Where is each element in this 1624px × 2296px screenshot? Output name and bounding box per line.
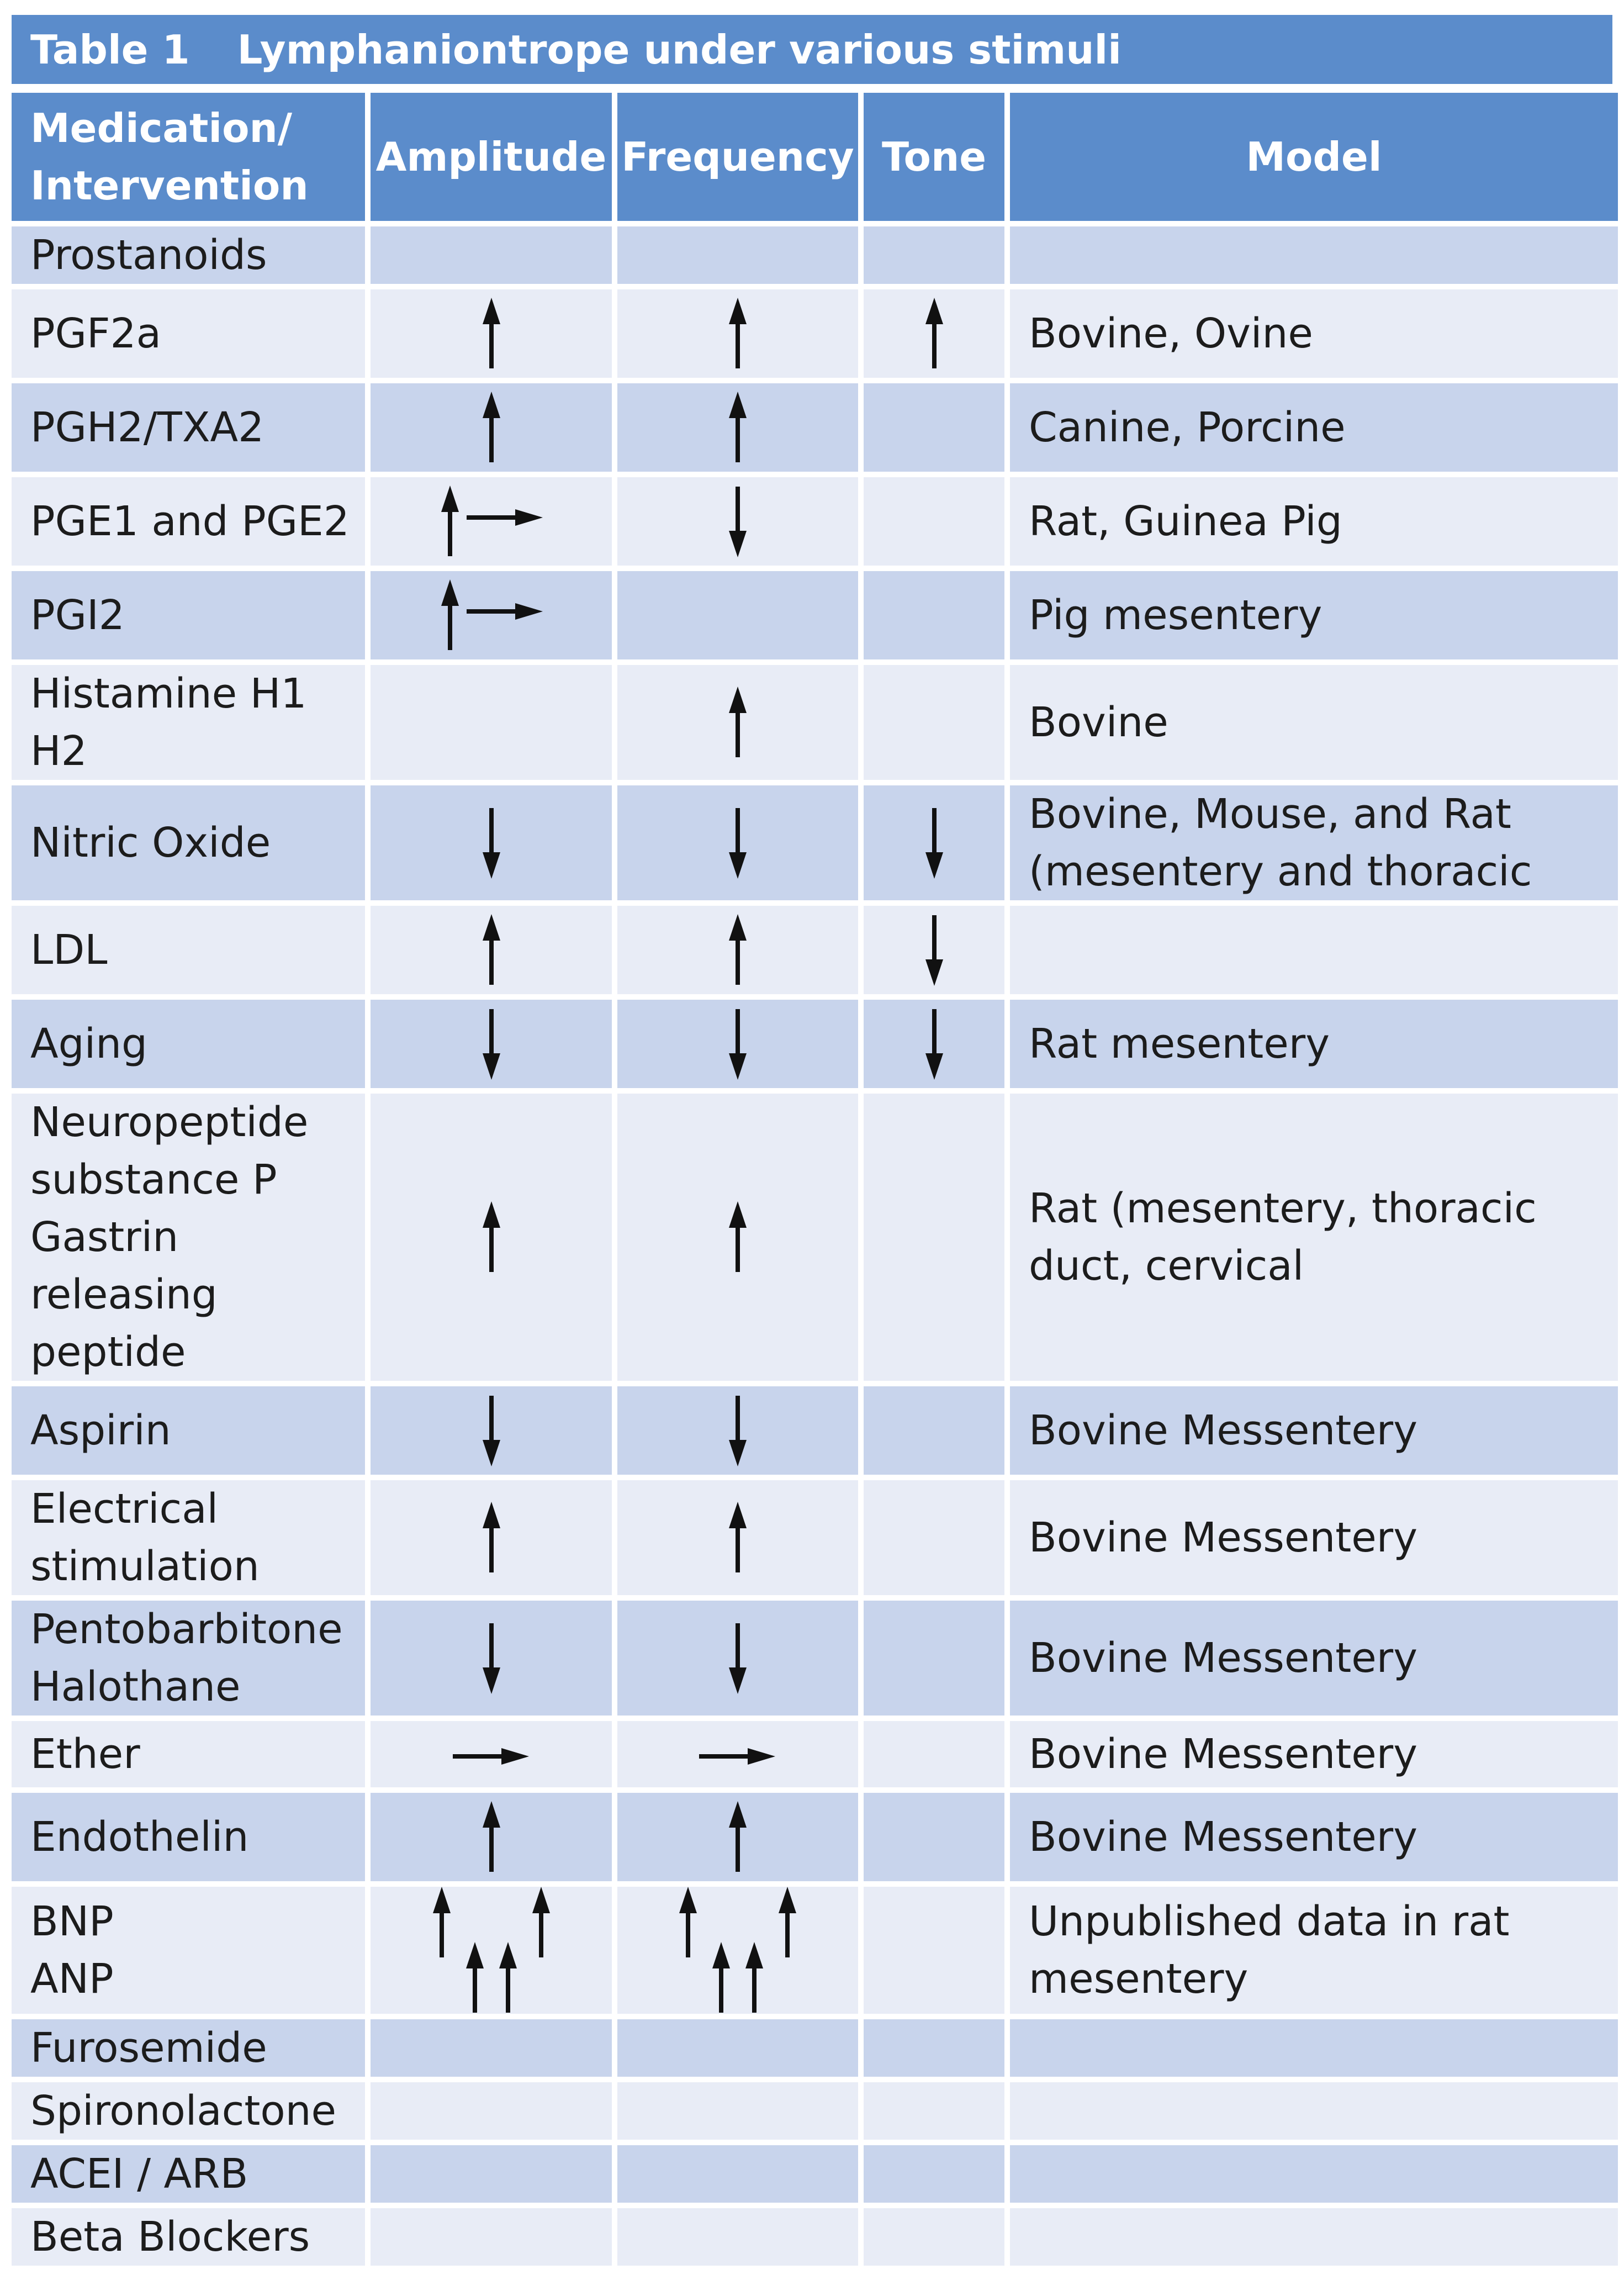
table-row <box>12 1601 1618 1716</box>
medication-cell <box>12 2019 365 2077</box>
arrow-right-icon <box>467 509 543 526</box>
medication-label: Ether <box>30 1730 140 1778</box>
medication-label: Spironolactone <box>30 2087 337 2135</box>
medication-cell <box>12 1793 365 1881</box>
model-cell <box>1010 665 1618 780</box>
medication-label: PGH2/TXA2 <box>30 404 265 451</box>
arrow-up-icon <box>483 914 500 985</box>
model-text: Bovine Messentery <box>1029 1730 1418 1778</box>
arrow-up-icon <box>679 1887 697 1957</box>
tone-cell <box>864 906 1004 994</box>
arrow-down-icon <box>483 1623 500 1694</box>
frequency-cell <box>617 1721 858 1787</box>
tone-cell <box>864 2082 1004 2140</box>
arrow-up-icon <box>729 1801 747 1872</box>
medication-cell <box>12 2082 365 2140</box>
tone-cell <box>864 571 1004 659</box>
amplitude-cell <box>371 1721 612 1787</box>
model-text: (mesentery and thoracic <box>1029 848 1532 895</box>
arrow-up-icon <box>441 579 459 650</box>
model-cell <box>1010 477 1618 566</box>
table-row <box>12 571 1618 659</box>
arrow-right-icon <box>453 1748 529 1765</box>
amplitude-cell <box>371 226 612 284</box>
amplitude-cell <box>371 665 612 780</box>
medication-label: Halothane <box>30 1663 241 1711</box>
arrow-up-icon <box>483 392 500 462</box>
tone-cell <box>864 2145 1004 2203</box>
frequency-cell <box>617 1386 858 1475</box>
table-row <box>12 665 1618 780</box>
medication-label: releasing <box>30 1271 218 1318</box>
medication-label: Furosemide <box>30 2024 267 2072</box>
model-cell <box>1010 1094 1618 1381</box>
model-cell <box>1010 289 1618 378</box>
model-text: Bovine, Ovine <box>1029 310 1313 357</box>
medication-cell <box>12 1386 365 1475</box>
arrow-up-icon <box>729 914 747 985</box>
table-row <box>12 383 1618 472</box>
amplitude-cell <box>371 383 612 472</box>
medication-label: ACEI / ARB <box>30 2150 248 2198</box>
model-text: Unpublished data in rat <box>1029 1898 1510 1945</box>
frequency-cell <box>617 1793 858 1881</box>
tone-cell <box>864 785 1004 900</box>
frequency-cell <box>617 226 858 284</box>
arrow-up-icon <box>729 687 747 757</box>
tone-cell <box>864 1601 1004 1716</box>
model-cell <box>1010 1480 1618 1595</box>
column-header-model: Model <box>1010 93 1618 221</box>
table-row <box>12 1887 1618 2014</box>
frequency-cell <box>617 383 858 472</box>
medication-label: LDL <box>30 926 108 974</box>
table-row <box>12 2208 1618 2266</box>
table-row <box>12 1721 1618 1787</box>
column-header-tone: Tone <box>864 93 1004 221</box>
medication-cell <box>12 665 365 780</box>
arrow-up-icon <box>466 1942 484 2013</box>
table-row <box>12 906 1618 994</box>
frequency-cell <box>617 2208 858 2266</box>
medication-label: Neuropeptide <box>30 1099 309 1146</box>
model-cell <box>1010 2145 1618 2203</box>
arrow-up-icon <box>729 1502 747 1572</box>
medication-cell <box>12 1601 365 1716</box>
model-text: duct, cervical <box>1029 1242 1304 1290</box>
arrow-down-icon <box>483 808 500 879</box>
amplitude-cell <box>371 906 612 994</box>
frequency-cell <box>617 1601 858 1716</box>
table-row <box>12 2082 1618 2140</box>
medication-cell <box>12 571 365 659</box>
table-figure <box>12 15 1612 2281</box>
medication-label: Histamine H1 <box>30 670 307 717</box>
arrow-down-icon <box>729 808 747 879</box>
arrow-right-icon <box>467 603 543 620</box>
frequency-cell <box>617 665 858 780</box>
tone-cell <box>864 2019 1004 2077</box>
table-row <box>12 2145 1618 2203</box>
amplitude-cell <box>371 1000 612 1088</box>
tone-cell <box>864 2208 1004 2266</box>
medication-cell <box>12 289 365 378</box>
arrow-down-icon <box>483 1396 500 1466</box>
arrow-up-icon <box>712 1942 730 2013</box>
medication-label: PGE1 and PGE2 <box>30 498 350 545</box>
medication-label: PGI2 <box>30 592 125 639</box>
model-cell <box>1010 2082 1618 2140</box>
model-cell <box>1010 1000 1618 1088</box>
model-cell <box>1010 2208 1618 2266</box>
tone-cell <box>864 1721 1004 1787</box>
model-cell <box>1010 226 1618 284</box>
arrow-down-icon <box>483 1009 500 1080</box>
tone-cell <box>864 1000 1004 1088</box>
amplitude-cell <box>371 1601 612 1716</box>
table-row <box>12 1386 1618 1475</box>
arrow-up-icon <box>745 1942 763 2013</box>
model-text: Bovine Messentery <box>1029 1813 1418 1861</box>
arrow-up-icon <box>483 298 500 368</box>
amplitude-cell <box>371 1386 612 1475</box>
frequency-cell <box>617 906 858 994</box>
table-row <box>12 2019 1618 2077</box>
amplitude-cell <box>371 2145 612 2203</box>
table-title-bar <box>12 15 1612 84</box>
arrow-up-icon <box>433 1887 451 1957</box>
tone-cell <box>864 226 1004 284</box>
frequency-cell <box>617 1480 858 1595</box>
model-cell <box>1010 1887 1618 2014</box>
model-cell <box>1010 1793 1618 1881</box>
medication-label: Aspirin <box>30 1407 171 1454</box>
medication-cell <box>12 1887 365 2014</box>
medication-cell <box>12 226 365 284</box>
arrow-up-icon <box>779 1887 796 1957</box>
model-text: Bovine <box>1029 699 1168 746</box>
tone-cell <box>864 1793 1004 1881</box>
header-row <box>12 93 1618 221</box>
arrow-up-icon <box>499 1942 517 2013</box>
medication-cell <box>12 1480 365 1595</box>
amplitude-cell <box>371 2082 612 2140</box>
medication-label: substance P <box>30 1156 277 1204</box>
model-text: Bovine Messentery <box>1029 1634 1418 1682</box>
model-text: Rat mesentery <box>1029 1020 1330 1068</box>
medication-cell <box>12 1094 365 1381</box>
model-text: Canine, Porcine <box>1029 404 1346 451</box>
table-row <box>12 226 1618 284</box>
tone-cell <box>864 665 1004 780</box>
medication-cell <box>12 1721 365 1787</box>
amplitude-cell <box>371 2208 612 2266</box>
medication-label: Prostanoids <box>30 231 267 279</box>
arrow-up-icon <box>441 485 459 556</box>
model-text: Rat, Guinea Pig <box>1029 498 1342 545</box>
stimuli-table <box>6 87 1623 2271</box>
arrow-down-icon <box>925 808 943 879</box>
column-header-amplitude: Amplitude <box>371 93 612 221</box>
model-cell <box>1010 2019 1618 2077</box>
amplitude-cell <box>371 477 612 566</box>
model-cell <box>1010 571 1618 659</box>
medication-label: ANP <box>30 1955 114 2003</box>
medication-cell <box>12 2145 365 2203</box>
arrow-up-icon <box>729 392 747 462</box>
table-row <box>12 1094 1618 1381</box>
arrow-up-icon <box>729 298 747 368</box>
table-title: Lymphaniontrope under various stimuli <box>237 26 1122 73</box>
arrow-right-icon <box>699 1748 775 1765</box>
amplitude-cell <box>371 1480 612 1595</box>
model-cell <box>1010 1386 1618 1475</box>
amplitude-cell <box>371 289 612 378</box>
tone-cell <box>864 1094 1004 1381</box>
table-body <box>12 226 1618 2266</box>
arrow-up-icon <box>925 298 943 368</box>
arrow-up-icon <box>483 1201 500 1272</box>
arrow-up-icon <box>729 1201 747 1272</box>
medication-cell <box>12 1000 365 1088</box>
arrow-down-icon <box>925 1009 943 1080</box>
model-cell <box>1010 1721 1618 1787</box>
frequency-cell <box>617 2082 858 2140</box>
frequency-cell <box>617 1887 858 2014</box>
tone-cell <box>864 1480 1004 1595</box>
model-cell <box>1010 785 1618 900</box>
model-text: Bovine Messentery <box>1029 1407 1418 1454</box>
medication-label: peptide <box>30 1328 186 1376</box>
medication-label: Aging <box>30 1020 148 1068</box>
table-row <box>12 477 1618 566</box>
medication-cell <box>12 383 365 472</box>
tone-cell <box>864 1887 1004 2014</box>
medication-cell <box>12 2208 365 2266</box>
table-row <box>12 1000 1618 1088</box>
column-header-frequency: Frequency <box>617 93 858 221</box>
medication-label: stimulation <box>30 1543 260 1590</box>
frequency-cell <box>617 2019 858 2077</box>
medication-label: Beta Blockers <box>30 2213 310 2261</box>
arrow-down-icon <box>925 915 943 986</box>
medication-label: Endothelin <box>30 1813 249 1861</box>
medication-label: H2 <box>30 727 87 775</box>
medication-cell <box>12 906 365 994</box>
table-row <box>12 289 1618 378</box>
amplitude-cell <box>371 2019 612 2077</box>
medication-label: Electrical <box>30 1485 219 1533</box>
table-number: Table 1 <box>30 26 190 73</box>
medication-label: Nitric Oxide <box>30 819 271 867</box>
tone-cell <box>864 477 1004 566</box>
amplitude-cell <box>371 571 612 659</box>
model-text: mesentery <box>1029 1955 1249 2003</box>
arrow-up-icon <box>483 1801 500 1872</box>
tone-cell <box>864 289 1004 378</box>
model-text: Bovine Messentery <box>1029 1514 1418 1561</box>
arrow-up-icon <box>532 1887 550 1957</box>
model-text: Bovine, Mouse, and Rat <box>1029 790 1511 838</box>
frequency-cell <box>617 2145 858 2203</box>
frequency-cell <box>617 785 858 900</box>
frequency-cell <box>617 1000 858 1088</box>
amplitude-cell <box>371 1887 612 2014</box>
arrow-down-icon <box>729 487 747 557</box>
arrow-up-icon <box>483 1502 500 1572</box>
medication-cell <box>12 477 365 566</box>
arrow-down-icon <box>729 1396 747 1466</box>
model-cell <box>1010 1601 1618 1716</box>
frequency-cell <box>617 571 858 659</box>
tone-cell <box>864 383 1004 472</box>
medication-label: Gastrin <box>30 1213 179 1261</box>
amplitude-cell <box>371 1094 612 1381</box>
table-row <box>12 1793 1618 1881</box>
medication-label: BNP <box>30 1898 114 1945</box>
model-text: Pig mesentery <box>1029 592 1323 639</box>
arrow-down-icon <box>729 1623 747 1694</box>
model-text: Rat (mesentery, thoracic <box>1029 1185 1537 1232</box>
arrow-down-icon <box>729 1009 747 1080</box>
frequency-cell <box>617 1094 858 1381</box>
table-row <box>12 785 1618 900</box>
frequency-cell <box>617 477 858 566</box>
amplitude-cell <box>371 785 612 900</box>
model-cell <box>1010 906 1618 994</box>
frequency-cell <box>617 289 858 378</box>
amplitude-cell <box>371 1793 612 1881</box>
model-cell <box>1010 383 1618 472</box>
medication-label: PGF2a <box>30 310 161 357</box>
table-row <box>12 1480 1618 1595</box>
medication-cell <box>12 785 365 900</box>
medication-label: Pentobarbitone <box>30 1606 343 1653</box>
tone-cell <box>864 1386 1004 1475</box>
column-header-medication: Medication/ Intervention <box>12 93 365 221</box>
